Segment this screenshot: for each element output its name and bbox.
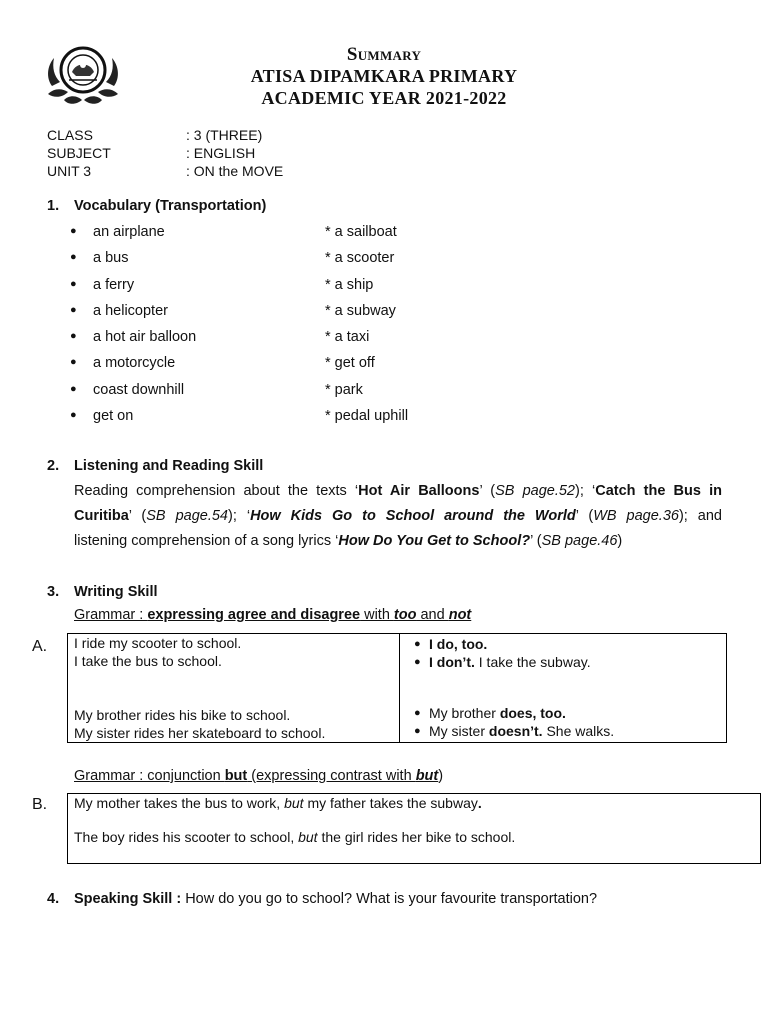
section-title: Vocabulary (Transportation) <box>74 198 267 214</box>
list-item <box>70 224 490 250</box>
text-run: not <box>448 607 472 623</box>
text-title-hot-air-balloons: Hot Air Balloons <box>358 483 480 499</box>
example-sentence <box>74 828 515 846</box>
vocab-word: an airplane <box>93 224 165 240</box>
list-item <box>70 250 490 276</box>
text-run: My brother <box>429 705 500 721</box>
vocab-word: * a sailboat <box>325 224 397 240</box>
vocab-word: * a taxi <box>325 329 370 346</box>
bullet-icon: ● <box>70 409 77 422</box>
bullet-icon: ● <box>414 725 421 737</box>
text-run: but <box>224 768 248 784</box>
vocab-word: coast downhill <box>93 381 185 398</box>
vocab-word: * a subway <box>325 302 396 319</box>
listening-paragraph <box>74 479 722 554</box>
bullet-icon: ● <box>70 330 77 343</box>
academic-year: ACADEMIC YEAR 2021-2022 <box>261 88 507 108</box>
info-value: : ON the MOVE <box>186 163 284 179</box>
vocab-word: * a scooter <box>325 250 395 267</box>
text-run: The boy rides his scooter to school, <box>74 829 299 845</box>
text-run: I don’t. <box>429 654 475 670</box>
text-run: ’ ( <box>530 533 542 549</box>
school-name: ATISA DIPAMKARA PRIMARY <box>250 66 518 86</box>
info-label: SUBJECT <box>47 145 111 161</box>
text-run: . <box>477 795 482 811</box>
text-run: ’ ( <box>479 483 496 499</box>
text-run: too <box>393 607 417 623</box>
section-title: Speaking Skill : <box>74 891 182 907</box>
section-number: 1. <box>47 198 60 214</box>
statement: My sister rides her skateboard to school. <box>74 725 326 741</box>
conjunction-examples-box <box>67 793 761 864</box>
text-title-how-kids-go: How Kids Go to School around the World <box>250 508 576 524</box>
text-run: I take the subway. <box>474 654 591 670</box>
vocab-word: * pedal uphill <box>325 408 409 425</box>
label-a: A. <box>32 638 48 655</box>
vocab-word: * get off <box>325 355 375 372</box>
text-run: ); ‘ <box>228 508 251 524</box>
text-run: My sister <box>429 723 489 739</box>
response-item <box>414 635 488 653</box>
vocab-word: a motorcycle <box>93 355 176 372</box>
grammar-agree-heading <box>74 607 471 623</box>
text-run: but <box>415 768 439 784</box>
page-ref: WB page.36 <box>593 508 679 524</box>
text-run: I do, too. <box>429 636 488 652</box>
text-run: ’ ( <box>575 508 594 524</box>
statement: I ride my scooter to school. <box>74 635 242 651</box>
section-writing-heading <box>47 584 158 600</box>
statement: I take the bus to school. <box>74 653 222 669</box>
bullet-icon: ● <box>70 303 77 316</box>
bullet-icon: ● <box>414 707 421 719</box>
text-run: Grammar : conjunction <box>74 768 225 784</box>
paragraph-line <box>74 479 722 504</box>
section-number: 2. <box>47 458 60 474</box>
text-run: Reading comprehension about the texts ‘ <box>74 483 359 499</box>
text-run: listening comprehension of a song lyrics ‘ <box>74 533 339 549</box>
label-b: B. <box>32 796 48 813</box>
text-run: and <box>416 607 449 623</box>
list-item <box>70 382 490 408</box>
text-run: She walks. <box>542 723 615 739</box>
vocab-word: get on <box>93 408 134 425</box>
vocab-word: a ferry <box>93 276 135 293</box>
summary-title: Summary <box>346 44 422 65</box>
paragraph-line <box>74 504 722 529</box>
text-run: ) <box>438 768 444 784</box>
example-sentence <box>74 794 482 812</box>
bullet-icon: ● <box>70 225 77 237</box>
grammar-but-underlined <box>74 768 438 784</box>
text-run: ); ‘ <box>575 483 596 499</box>
list-item <box>70 277 490 303</box>
agree-disagree-table <box>67 633 727 743</box>
section-vocabulary-heading <box>47 198 266 214</box>
song-title: How Do You Get to School? <box>338 533 531 549</box>
text-run: expressing agree and disagree <box>147 607 361 623</box>
vocab-word: a hot air balloon <box>93 329 197 346</box>
grammar-but-heading <box>74 768 443 784</box>
page-ref: SB page.54 <box>146 508 228 524</box>
section-number: 4. <box>47 891 60 907</box>
text-run: with <box>360 607 394 623</box>
section-speaking-heading <box>47 891 597 907</box>
response-item <box>414 653 591 671</box>
bullet-icon: ● <box>414 656 421 668</box>
text-title-curitiba: Curitiba <box>74 508 129 524</box>
text-run: but <box>298 829 318 845</box>
text-run: but <box>284 795 304 811</box>
text-run: ’ ( <box>128 508 147 524</box>
page-ref: SB page.52 <box>495 483 575 499</box>
info-value: : 3 (THREE) <box>186 127 263 143</box>
list-item <box>70 329 490 355</box>
response-item <box>414 722 615 740</box>
text-title-catch-the-bus: Catch the Bus in <box>595 483 722 499</box>
text-run: My mother takes the bus to work, <box>74 795 285 811</box>
bullet-icon: ● <box>70 356 77 369</box>
bullet-icon: ● <box>70 251 77 264</box>
vocab-word: * a ship <box>325 276 374 293</box>
info-label: CLASS <box>47 127 93 143</box>
paragraph-line <box>74 529 722 554</box>
vocab-word: a bus <box>93 250 129 267</box>
vocab-word: a helicopter <box>93 302 168 319</box>
list-item <box>70 303 490 329</box>
text-run: ) <box>617 533 623 549</box>
list-item <box>70 355 490 381</box>
bullet-icon: ● <box>70 277 77 290</box>
bullet-icon: ● <box>414 638 421 650</box>
info-value: : ENGLISH <box>186 145 256 161</box>
speaking-question: How do you go to school? What is your favourite transportation? <box>181 891 598 907</box>
statement: My brother rides his bike to school. <box>74 707 291 723</box>
text-run: does, too. <box>499 705 566 721</box>
section-number: 3. <box>47 584 60 600</box>
response-item <box>414 704 566 722</box>
section-listening-heading <box>47 458 263 474</box>
text-run: the girl rides her bike to school. <box>317 829 516 845</box>
text-run: doesn’t. <box>488 723 543 739</box>
bullet-icon: ● <box>70 382 77 395</box>
vocabulary-list <box>70 224 490 434</box>
list-item <box>70 408 490 434</box>
text-run: (expressing contrast with <box>247 768 416 784</box>
vocab-word: * park <box>325 381 363 398</box>
table-divider <box>399 634 400 742</box>
info-label: UNIT 3 <box>47 163 92 179</box>
section-title: Listening and Reading Skill <box>74 458 264 474</box>
section-title: Writing Skill <box>74 584 158 600</box>
text-run: Grammar : <box>74 607 148 623</box>
page-ref: SB page.46 <box>541 533 618 549</box>
text-run: my father takes the subway <box>303 795 478 811</box>
text-run: ); and <box>678 508 722 524</box>
